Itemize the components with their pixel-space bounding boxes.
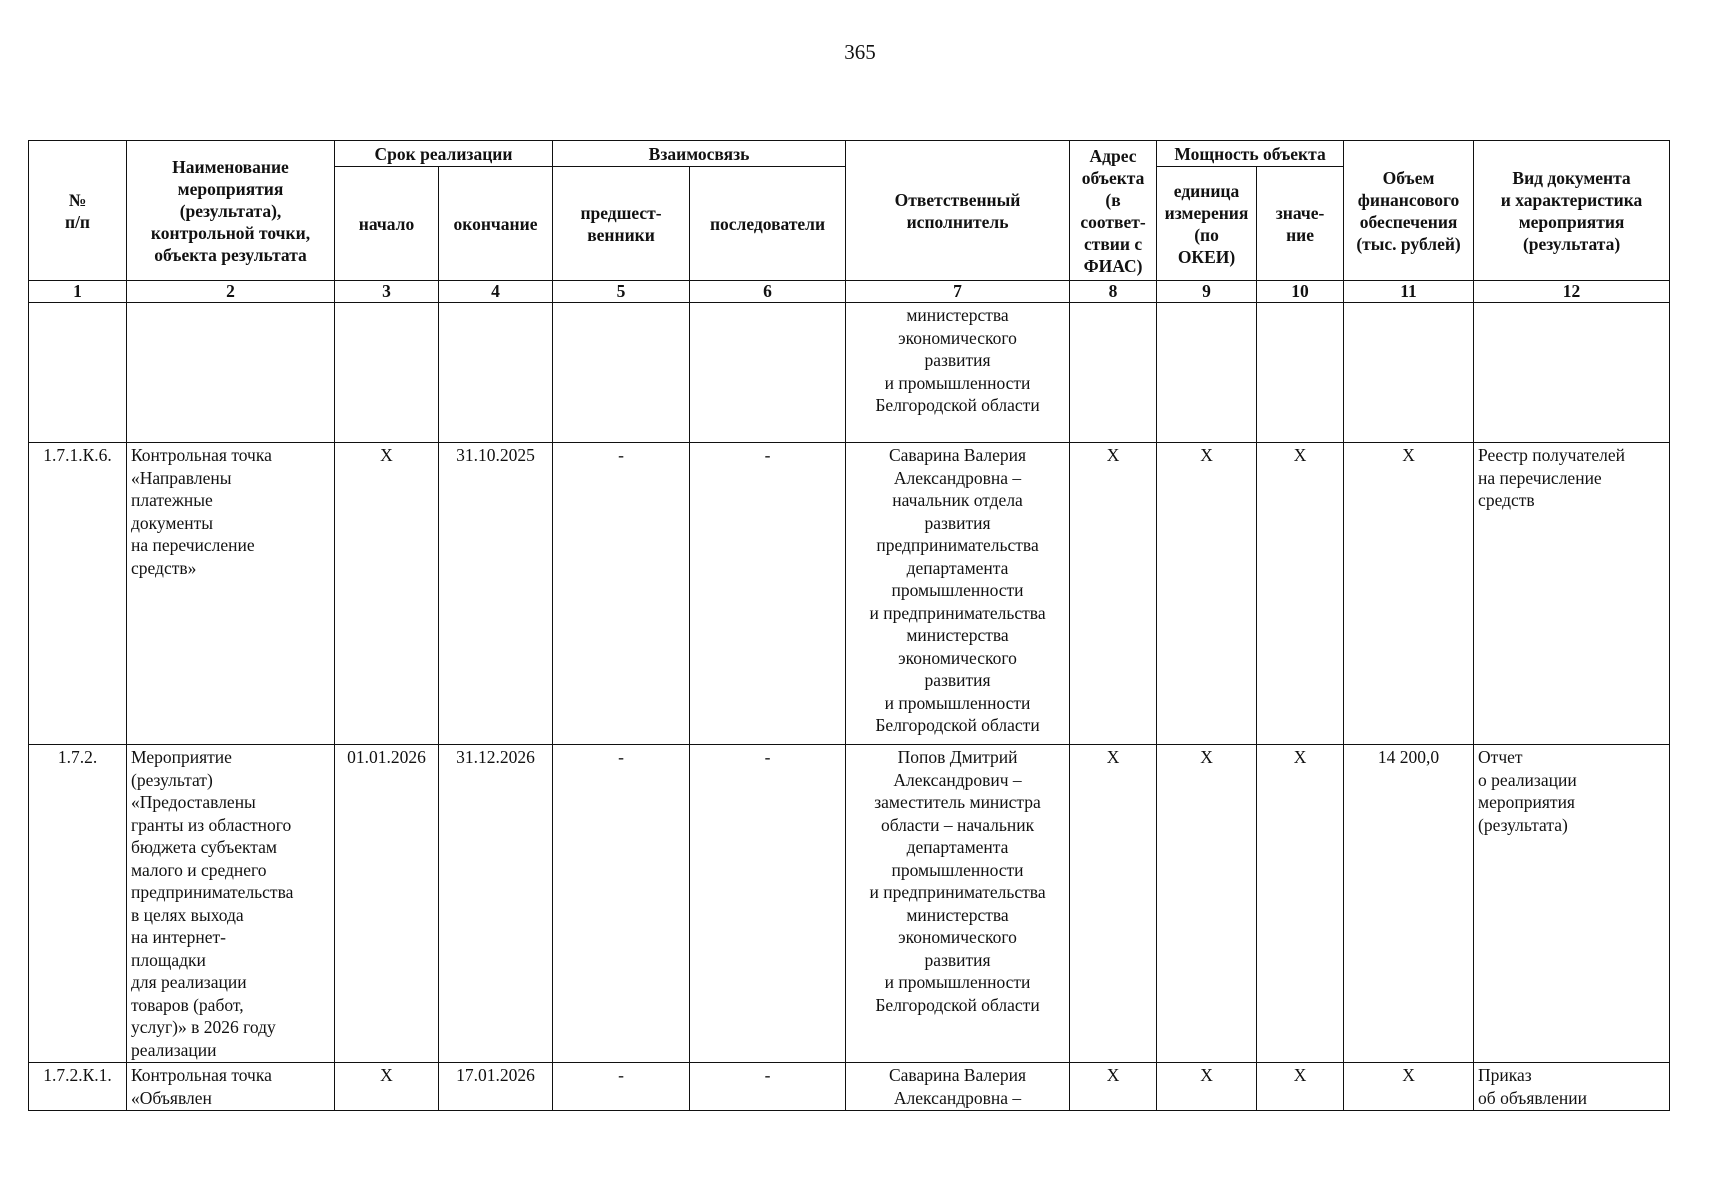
cell-name: Контрольная точка «Объявлен <box>127 1063 335 1111</box>
cell-pred: - <box>553 443 690 745</box>
cell-value: X <box>1257 1063 1344 1111</box>
header-term: Срок реализации <box>335 141 553 167</box>
header-term-start: начало <box>335 167 439 281</box>
header-link: Взаимосвязь <box>553 141 846 167</box>
cell-start: 01.01.2026 <box>335 745 439 1063</box>
header-doc: Вид документа и характеристика мероприятия (результата) <box>1474 141 1670 281</box>
cell-finance <box>1344 303 1474 443</box>
cell-value <box>1257 303 1344 443</box>
column-number: 6 <box>690 281 846 303</box>
header-responsible: Ответственный исполнитель <box>846 141 1070 281</box>
cell-succ: - <box>690 1063 846 1111</box>
cell-finance: 14 200,0 <box>1344 745 1474 1063</box>
cell-finance: X <box>1344 1063 1474 1111</box>
column-number: 10 <box>1257 281 1344 303</box>
column-number: 7 <box>846 281 1070 303</box>
table-row <box>29 443 1670 745</box>
cell-address: X <box>1070 745 1157 1063</box>
column-number: 4 <box>439 281 553 303</box>
cell-address: X <box>1070 443 1157 745</box>
header-num: № п/п <box>29 141 127 281</box>
cell-succ <box>690 303 846 443</box>
cell-end: 31.12.2026 <box>439 745 553 1063</box>
column-number: 1 <box>29 281 127 303</box>
column-numbers-row <box>29 281 1670 303</box>
cell-start: X <box>335 1063 439 1111</box>
cell-value: X <box>1257 443 1344 745</box>
cell-start: X <box>335 443 439 745</box>
cell-doc: Отчет о реализации мероприятия (результата) <box>1474 745 1670 1063</box>
cell-responsible: Саварина Валерия Александровна – <box>846 1063 1070 1111</box>
cell-start <box>335 303 439 443</box>
header-link-pred: предшест- венники <box>553 167 690 281</box>
column-number: 9 <box>1157 281 1257 303</box>
cell-finance: X <box>1344 443 1474 745</box>
column-number: 12 <box>1474 281 1670 303</box>
table-row <box>29 303 1670 443</box>
cell-num: 1.7.1.К.6. <box>29 443 127 745</box>
header-name: Наименование мероприятия (результата), контрольной точки, объекта результата <box>127 141 335 281</box>
cell-address: X <box>1070 1063 1157 1111</box>
header-finance: Объем финансового обеспечения (тыс. рублей) <box>1344 141 1474 281</box>
cell-responsible: Саварина Валерия Александровна – начальник отдела развития предпринимательства департамента промышленности и предпринимательства министерства экономического развития и промышленности Белгородской области <box>846 443 1070 745</box>
header-cap-value: значе- ние <box>1257 167 1344 281</box>
cell-pred: - <box>553 745 690 1063</box>
cell-num <box>29 303 127 443</box>
cell-pred: - <box>553 1063 690 1111</box>
cell-doc: Приказ об объявлении <box>1474 1063 1670 1111</box>
cell-name: Мероприятие (результат) «Предоставлены гранты из областного бюджета субъектам малого и среднего предпринимательства в целях выхода на интернет- площадки для реализации товаров (работ, услуг)» в 2026 году реализации <box>127 745 335 1063</box>
header-capacity: Мощность объекта <box>1157 141 1344 167</box>
column-number: 5 <box>553 281 690 303</box>
column-number: 11 <box>1344 281 1474 303</box>
column-number: 2 <box>127 281 335 303</box>
cell-end: 31.10.2025 <box>439 443 553 745</box>
cell-pred <box>553 303 690 443</box>
implementation-plan-table <box>28 140 1670 1111</box>
page-number: 365 <box>844 40 876 64</box>
cell-unit: X <box>1157 1063 1257 1111</box>
header-cap-unit: единица измерения (по ОКЕИ) <box>1157 167 1257 281</box>
table-row <box>29 745 1670 1063</box>
column-number: 3 <box>335 281 439 303</box>
cell-succ: - <box>690 443 846 745</box>
cell-name <box>127 303 335 443</box>
header-address: Адрес объекта (в соответ- ствии с ФИАС) <box>1070 141 1157 281</box>
cell-unit: X <box>1157 745 1257 1063</box>
cell-succ: - <box>690 745 846 1063</box>
header-term-end: окончание <box>439 167 553 281</box>
cell-num: 1.7.2.К.1. <box>29 1063 127 1111</box>
cell-end: 17.01.2026 <box>439 1063 553 1111</box>
column-number: 8 <box>1070 281 1157 303</box>
cell-value: X <box>1257 745 1344 1063</box>
header-link-succ: последователи <box>690 167 846 281</box>
cell-doc <box>1474 303 1670 443</box>
table-row <box>29 1063 1670 1111</box>
cell-doc: Реестр получателей на перечисление средств <box>1474 443 1670 745</box>
cell-address <box>1070 303 1157 443</box>
cell-unit <box>1157 303 1257 443</box>
cell-responsible: Попов Дмитрий Александрович – заместитель министра области – начальник департамента промышленности и предпринимательства министерства экономического развития и промышленности Белгородской области <box>846 745 1070 1063</box>
cell-end <box>439 303 553 443</box>
cell-unit: X <box>1157 443 1257 745</box>
cell-num: 1.7.2. <box>29 745 127 1063</box>
cell-name: Контрольная точка «Направлены платежные документы на перечисление средств» <box>127 443 335 745</box>
cell-responsible: министерства экономического развития и промышленности Белгородской области <box>846 303 1070 443</box>
